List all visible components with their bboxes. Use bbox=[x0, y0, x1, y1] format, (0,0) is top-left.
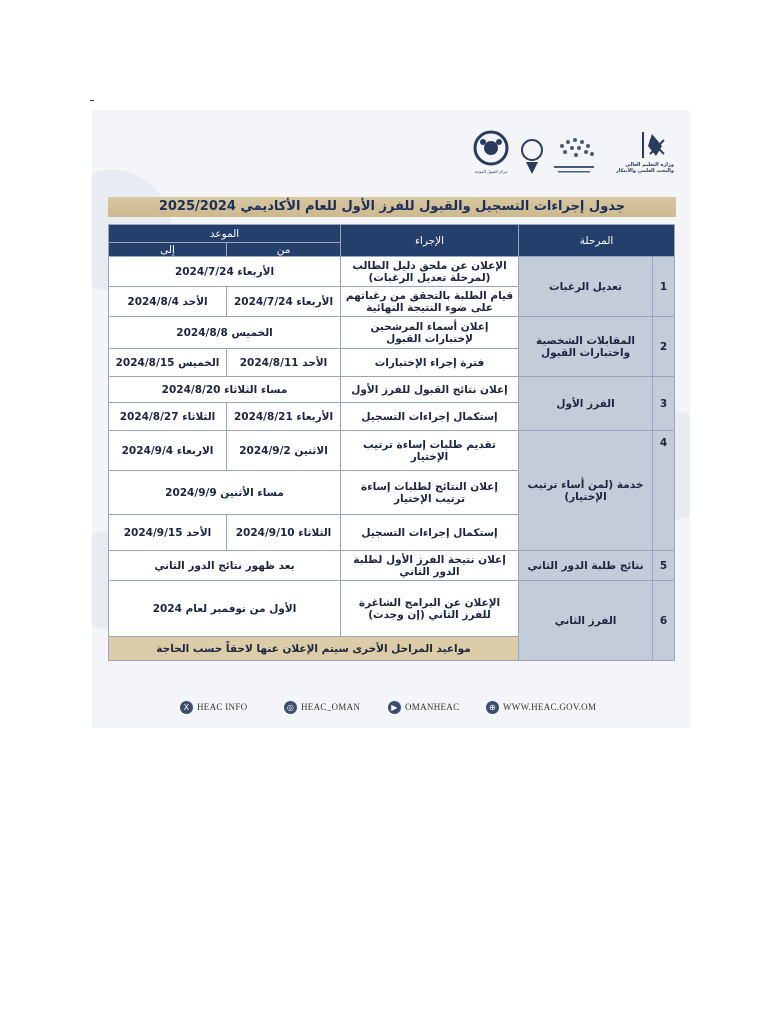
table-row bbox=[109, 317, 675, 349]
stage-number: 3 bbox=[653, 377, 675, 431]
page-mark bbox=[90, 100, 94, 101]
social-label: HEAC INFO bbox=[197, 702, 248, 712]
date-from-cell: الثلاثاء 2024/9/10 bbox=[227, 515, 341, 551]
date-cell: الأربعاء 2024/7/24 bbox=[109, 257, 341, 287]
social-label: OMANHEAC bbox=[405, 702, 460, 712]
stage-name: المقابلات الشخصية واختبارات القبول bbox=[519, 317, 653, 377]
social-links bbox=[180, 698, 610, 716]
center-logo-text: مركز القبول الموحد bbox=[474, 169, 508, 174]
date-from-cell: الاثنين 2024/9/2 bbox=[227, 431, 341, 471]
procedure-cell: قيام الطلبة بالتحقق من رغباتهم على ضوء النتيجة النهائية bbox=[341, 287, 519, 317]
procedure-cell: فترة إجراء الإختبارات bbox=[341, 349, 519, 377]
stage-number: 4 bbox=[653, 431, 675, 551]
date-to-cell: الخميس 2024/8/15 bbox=[109, 349, 227, 377]
header-logos bbox=[470, 128, 675, 186]
procedure-cell: إعلان نتائج القبول للفرز الأول bbox=[341, 377, 519, 403]
table-row bbox=[109, 431, 675, 471]
procedure-cell: الإعلان عن البرامج الشاغرة للفرز الثاني (إن وجدت) bbox=[341, 581, 519, 637]
social-x-link[interactable] bbox=[180, 698, 247, 716]
social-youtube-link[interactable] bbox=[388, 698, 459, 716]
date-cell: بعد ظهور نتائج الدور الثاني bbox=[109, 551, 341, 581]
date-from-cell: الأربعاء 2024/8/21 bbox=[227, 403, 341, 431]
header-date: الموعد bbox=[109, 225, 341, 243]
social-label: HEAC_OMAN bbox=[301, 702, 361, 712]
stage-number: 1 bbox=[653, 257, 675, 317]
header-procedure: الإجراء bbox=[341, 225, 519, 257]
emblem-logo bbox=[520, 128, 544, 184]
date-from-cell: الأحد 2024/8/11 bbox=[227, 349, 341, 377]
procedure-cell: إعلان أسماء المرشحين لإختبارات القبول bbox=[341, 317, 519, 349]
stage-number: 6 bbox=[653, 581, 675, 661]
stage-name: الفرز الأول bbox=[519, 377, 653, 431]
footer-note: مواعيد المراحل الأخرى سيتم الإعلان عنها لاحقاً حسب الحاجة bbox=[109, 637, 519, 661]
date-cell: الأول من نوفمبر لعام 2024 bbox=[109, 581, 341, 637]
page-title: جدول إجراءات التسجيل والقبول للفرز الأول للعام الأكاديمي 2025/2024 bbox=[158, 199, 626, 214]
social-website-link[interactable] bbox=[486, 698, 596, 716]
social-instagram-link[interactable] bbox=[284, 698, 360, 716]
instagram-icon: ◎ bbox=[284, 701, 297, 714]
date-to-cell: الاربعاء 2024/9/4 bbox=[109, 431, 227, 471]
date-cell: الخميس 2024/8/8 bbox=[109, 317, 341, 349]
date-to-cell: الأحد 2024/9/15 bbox=[109, 515, 227, 551]
header-from: من bbox=[227, 243, 341, 257]
procedure-cell: إستكمال إجراءات التسجيل bbox=[341, 515, 519, 551]
stage-name: الفرز الثاني bbox=[519, 581, 653, 661]
stage-name: تعديل الرغبات bbox=[519, 257, 653, 317]
stage-number: 2 bbox=[653, 317, 675, 377]
date-cell: مساء الثلاثاء 2024/8/20 bbox=[109, 377, 341, 403]
youtube-icon: ▶ bbox=[388, 701, 401, 714]
date-from-cell: الأربعاء 2024/7/24 bbox=[227, 287, 341, 317]
stage-name: نتائج طلبة الدور الثاني bbox=[519, 551, 653, 581]
table-row bbox=[109, 257, 675, 287]
ministry-logo bbox=[612, 128, 674, 184]
header-to: إلى bbox=[109, 243, 227, 257]
table-row bbox=[109, 551, 675, 581]
admission-center-logo bbox=[470, 128, 512, 184]
vision-logo bbox=[548, 128, 606, 184]
table-header-row bbox=[109, 225, 675, 243]
procedure-cell: إعلان نتيجة الفرز الأول لطلبة الدور الثاني bbox=[341, 551, 519, 581]
date-to-cell: الأحد 2024/8/4 bbox=[109, 287, 227, 317]
stage-name: خدمة (لمن أساء ترتيب الإختيار) bbox=[519, 431, 653, 551]
title-banner bbox=[108, 197, 676, 217]
procedure-cell: الإعلان عن ملحق دليل الطالب (لمرحلة تعديل الرغبات) bbox=[341, 257, 519, 287]
x-icon: X bbox=[180, 701, 193, 714]
social-label: WWW.HEAC.GOV.OM bbox=[503, 702, 597, 712]
stage-number: 5 bbox=[653, 551, 675, 581]
schedule-table bbox=[108, 224, 675, 661]
header-stage: المرحلة bbox=[519, 225, 675, 257]
table-row bbox=[109, 581, 675, 637]
ministry-logo-text: وزارة التعليم العالي والبحث العلمي والابتكار bbox=[615, 162, 674, 174]
date-to-cell: الثلاثاء 2024/8/27 bbox=[109, 403, 227, 431]
procedure-cell: إعلان النتائج لطلبات إساءة ترتيب الإختيار bbox=[341, 471, 519, 515]
globe-icon: ⊕ bbox=[486, 701, 499, 714]
procedure-cell: إستكمال إجراءات التسجيل bbox=[341, 403, 519, 431]
table-row bbox=[109, 377, 675, 403]
procedure-cell: تقديم طلبات إساءة ترتيب الإختيار bbox=[341, 431, 519, 471]
date-cell: مساء الأثنين 2024/9/9 bbox=[109, 471, 341, 515]
